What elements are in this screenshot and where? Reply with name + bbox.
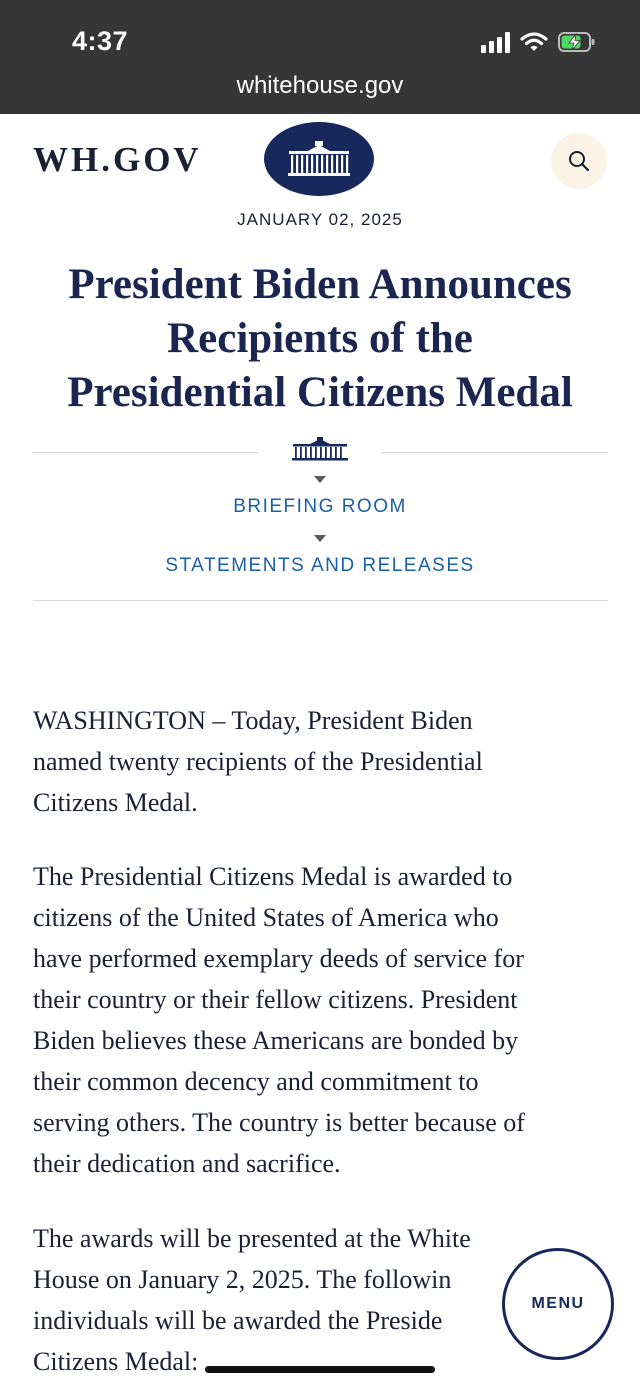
- title-divider-left: [33, 452, 258, 453]
- search-icon: [567, 149, 591, 173]
- article-title-line: Recipients of the: [167, 315, 473, 362]
- wifi-icon: [520, 31, 548, 53]
- url-bar[interactable]: whitehouse.gov: [236, 72, 404, 99]
- status-icons: [481, 29, 596, 55]
- caret-down-icon: [314, 476, 326, 483]
- paragraph-line: House on January 2, 2025. The followin: [33, 1265, 452, 1294]
- category-link-briefing-room[interactable]: BRIEFING ROOM: [233, 496, 407, 517]
- paragraph-line: individuals will be awarded the Preside: [33, 1306, 443, 1335]
- browser-top-bar: [0, 0, 640, 114]
- battery-charging-icon: [558, 31, 596, 53]
- article-title-line: Presidential Citizens Medal: [67, 369, 573, 416]
- paragraph-line: have performed exemplary deeds of service for: [33, 944, 524, 973]
- paragraph-line: their common decency and commitment to: [33, 1067, 479, 1096]
- article-title: [30, 258, 610, 420]
- paragraph-line: serving others. The country is better because of: [33, 1108, 525, 1137]
- paragraph-line: The awards will be presented at the White: [33, 1224, 471, 1253]
- paragraph-line: WASHINGTON – Today, President Biden: [33, 706, 473, 735]
- signal-icon: [481, 31, 510, 53]
- paragraph-line: named twenty recipients of the Presidential: [33, 747, 483, 776]
- home-indicator[interactable]: [205, 1366, 435, 1373]
- white-house-divider-icon: [291, 436, 349, 462]
- title-divider-right: [381, 452, 607, 453]
- site-logo-text[interactable]: WH.GOV: [33, 140, 202, 179]
- caret-down-icon: [314, 535, 326, 542]
- white-house-building-icon: [286, 139, 352, 179]
- white-house-seal-icon[interactable]: [264, 122, 374, 196]
- article-paragraph: [33, 700, 618, 823]
- menu-button[interactable]: MENU: [502, 1248, 614, 1360]
- status-time: 4:37: [72, 26, 129, 56]
- article-paragraph: [33, 856, 618, 1184]
- category-link-statements-and-releases[interactable]: STATEMENTS AND RELEASES: [165, 555, 475, 576]
- article-date: JANUARY 02, 2025: [237, 210, 403, 229]
- search-button[interactable]: [551, 133, 607, 189]
- section-divider: [33, 600, 608, 601]
- paragraph-line: their dedication and sacrifice.: [33, 1149, 341, 1178]
- paragraph-line: Biden believes these Americans are bonded by: [33, 1026, 519, 1055]
- paragraph-line: Citizens Medal:: [33, 1347, 199, 1376]
- paragraph-line: citizens of the United States of America who: [33, 903, 499, 932]
- paragraph-line: Citizens Medal.: [33, 788, 198, 817]
- paragraph-line: their country or their fellow citizens. President: [33, 985, 518, 1014]
- article-title-line: President Biden Announces: [68, 261, 572, 308]
- paragraph-line: The Presidential Citizens Medal is awarded to: [33, 862, 513, 891]
